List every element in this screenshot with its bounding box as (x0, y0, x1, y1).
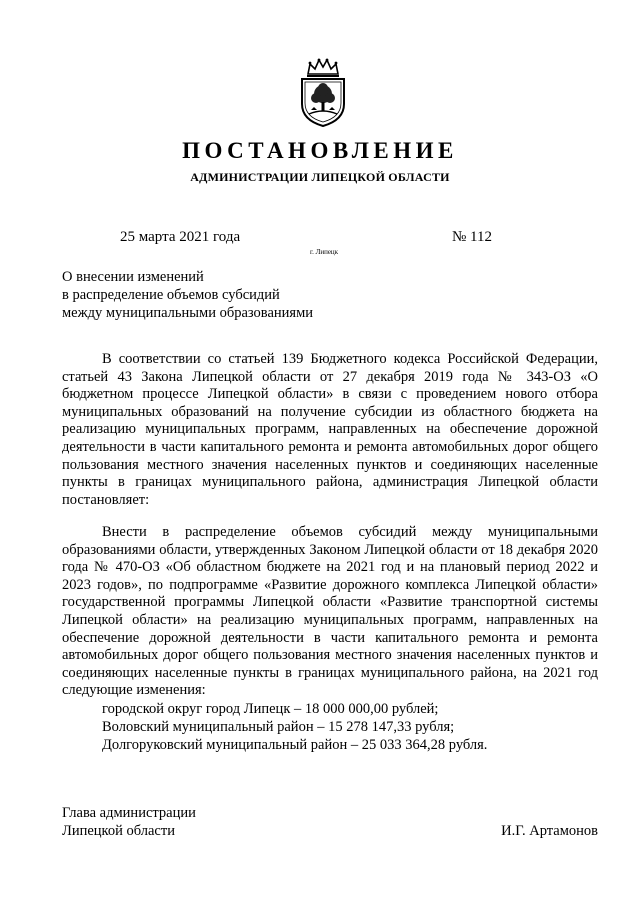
preamble-paragraph: В соответствии со статьей 139 Бюджетного кодекса Российской Федерации, статьей 43 Закона Липецкой области от 27 декабря 2019 года № 343-ОЗ «О бюджетном процессе Липецкой области» в связи с проведением нового отбора муниципальных образований на получение субсидии из областного бюджета на реализацию муниципальных программ, направленных на обеспечение дорожной деятельности в части капитального ремонта и ремонта автомобильных дорог общего пользования местного значения населенных пунктов и соединяющих населенные пункты в границах муниципального района, администрация Липецкой области постановляет: (62, 351, 598, 508)
document-subtitle: АДМИНИСТРАЦИИ ЛИПЕЦКОЙ ОБЛАСТИ (190, 170, 450, 184)
subject-line: О внесении изменений (62, 269, 204, 285)
subject-line: в распределение объемов субсидий (62, 287, 280, 303)
document-city: г. Липецк (310, 248, 339, 256)
document-subject (62, 268, 313, 322)
allocation-item: городской округ город Липецк – 18 000 000,00 рублей; (102, 701, 439, 717)
allocation-item: Воловский муниципальный район – 15 278 147,33 рубля; (102, 719, 455, 735)
signatory-position-line: Глава администрации (62, 805, 196, 821)
document-number: № 112 (452, 229, 493, 245)
document-title: ПОСТАНОВЛЕНИЕ (182, 138, 458, 163)
document-date: 25 марта 2021 года (120, 229, 241, 245)
subject-line: между муниципальными образованиями (62, 305, 314, 321)
signatory-position (62, 804, 196, 840)
resolution-paragraph: Внести в распределение объемов субсидий между муниципальными образованиями области, утвержденных Законом Липецкой области от 18 декабря 2020 года № 470-ОЗ «Об областном бюджете на 2021 год и на плановый период 2022 и 2023 годов», по подпрограмме «Развитие дорожного комплекса Липецкой области» государственной программы Липецкой области «Развитие транспортной системы Липецкой области» на реализацию муниципальных программ, направленных на обеспечение дорожной деятельности в части капитального ремонта и ремонта автомобильных дорог общего пользования местного значения населенных пунктов и соединяющих населенные пункты в границах муниципального района, на 2021 год следующие изменения: (62, 524, 598, 699)
signatory-name: И.Г. Артамонов (501, 823, 598, 839)
signatory-position-line: Липецкой области (62, 823, 175, 839)
coat-of-arms-emblem (296, 58, 350, 128)
allocation-item: Долгоруковский муниципальный район – 25 033 364,28 рубля. (102, 737, 488, 753)
